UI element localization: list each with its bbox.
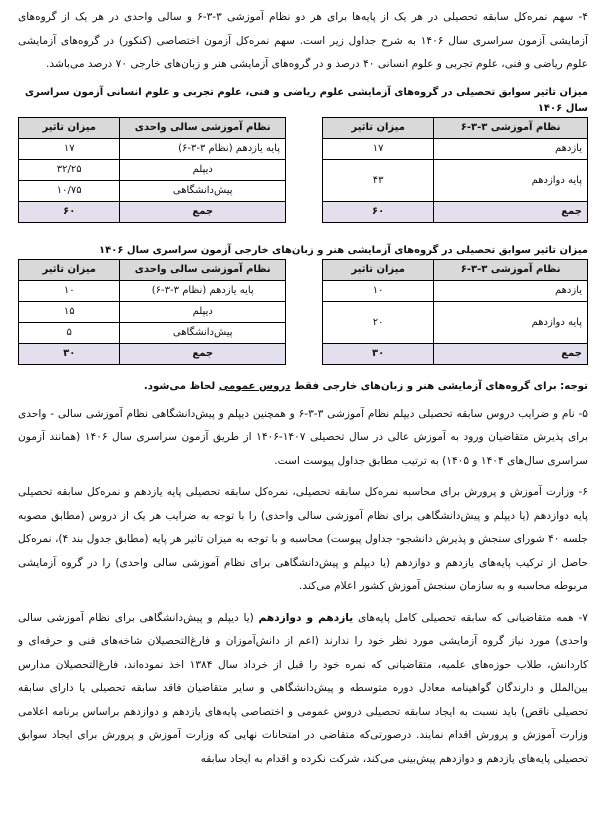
table-1-annual-system — [18, 117, 286, 223]
note-text: توجه: برای گروه‌های آزمایشی هنر و زبان‌های خارجی فقط — [290, 380, 588, 392]
paragraph-7 — [18, 607, 588, 772]
table-set-2 — [18, 259, 588, 369]
table-cell: دیپلم — [120, 301, 286, 322]
table-cell: ۲۰ — [323, 301, 434, 343]
total-value: ۶۰ — [323, 201, 434, 222]
table-set-1-title: میزان تاثیر سوابق تحصیلی در گروه‌های آزمایشی علوم ریاضی و فنی، علوم تجربی و علوم انسانی آزمون سراسری سال ۱۴۰۶ — [24, 86, 588, 114]
note-emphasis: دروس عمومی — [218, 380, 291, 392]
total-label: جمع — [120, 343, 286, 364]
table-cell: پیش‌دانشگاهی — [120, 180, 286, 201]
table-1-system-636 — [322, 117, 588, 223]
table-header: نظام آموزشی ۳-۳-۶ — [434, 259, 588, 280]
table-header: نظام آموزشی سالی واحدی — [120, 259, 286, 280]
table-cell: ۵ — [19, 322, 120, 343]
table-cell: ۴۳ — [323, 159, 434, 201]
table-2-annual-system — [18, 259, 286, 365]
total-label: جمع — [434, 201, 588, 222]
total-label: جمع — [434, 343, 588, 364]
table-header: نظام آموزشی ۳-۳-۶ — [434, 117, 588, 138]
table-header: میزان تاثیر — [323, 259, 434, 280]
table-cell: ۱۰/۷۵ — [19, 180, 120, 201]
table-cell: دیپلم — [120, 159, 286, 180]
total-label: جمع — [120, 201, 286, 222]
table-cell: پایه یازدهم (نظام ۳-۳-۶) — [120, 138, 286, 159]
table-cell: پایه یازدهم (نظام ۳-۳-۶) — [120, 280, 286, 301]
table-header: میزان تاثیر — [323, 117, 434, 138]
table-header: نظام آموزشی سالی واحدی — [120, 117, 286, 138]
note-text-end: لحاظ می‌شود. — [143, 380, 219, 392]
table-set-1 — [18, 117, 588, 227]
table-cell: ۱۷ — [19, 138, 120, 159]
table-cell: پایه دوازدهم — [434, 301, 588, 343]
table-cell: ۱۵ — [19, 301, 120, 322]
paragraph-4: ۴- سهم نمره‌کل سابقه تحصیلی در هر یک از پایه‌ها برای هر دو نظام آموزشی ۳-۳-۶ و سالی واحدی در هر یک از گروه‌های آزمایشی آزمون سراسری سال ۱۴۰۶ به شرح جداول زیر است. سهم نمره‌کل آزمون اختصاصی (کنکور) در گروه‌های آزمایشی علوم ریاضی و فنی، علوم تجربی و علوم انسانی ۴۰ درصد و در گروه‌های آزمایشی هنر و زبان‌های خارجی ۷۰ درصد می‌باشد. — [18, 11, 588, 70]
table-cell: یازدهم — [434, 138, 588, 159]
table-cell: ۱۰ — [323, 280, 434, 301]
table-2-system-636 — [322, 259, 588, 365]
table-header: میزان تاثیر — [19, 259, 120, 280]
paragraph-7-rest: (یا دیپلم و پیش‌دانشگاهی برای نظام آموزشی سالی واحدی) مورد نیاز گروه آزمایشی مورد نظر خود را ندارند (اعم از دانش‌آموزان و فارغ‌التحصیلان شاخه‌های فنی و حرفه‌ای و کاردانش، طلاب حوزه‌های علمیه، متقاضیانی که نمره خود را قبل از خرداد سال ۱۳۸۴ اخذ نموده‌اند، فارغ‌التحصیلان مدارس بین‌الملل و دارندگان گواهینامه معادل دوره متوسطه و پیش‌دانشگاهی و سایر متقاضیان فاقد سابقه تحصیلی یا دارای سابقه تحصیلی ناقص) باید نسبت به ایجاد سابقه تحصیلی دروس عمومی و اختصاصی پایه‌های یازدهم و دوازدهم براساس برنامه اعلامی وزارت آموزش و پرورش اقدام نمایند. درصورتی‌که متقاضی در امتحانات نهایی که وزارت آموزش و پرورش برای ایجاد سوابق تحصیلی پایه‌های یازدهم و دوازدهم پیش‌بینی می‌کند، شرکت نکرده و اقدام به ایجاد سابقه — [18, 611, 588, 765]
table-cell: پیش‌دانشگاهی — [120, 322, 286, 343]
paragraph-7-bold: یازدهم و دوازدهم — [258, 611, 354, 624]
note — [18, 379, 588, 395]
table-cell: ۱۰ — [19, 280, 120, 301]
paragraph-5: ۵- نام و ضرایب دروس سابقه تحصیلی دیپلم نظام آموزشی ۳-۳-۶ و همچنین دیپلم و پیش‌دانشگاهی نظام آموزشی سالی - واحدی برای پذیرش متقاضیان ورود به آموزش عالی در سال تحصیلی ۱۴۰۷-۱۴۰۶ از طریق آزمون سراسری سال ۱۴۰۶ (همانند آزمون سراسری سال‌های ۱۴۰۴ و ۱۴۰۵) به ترتیب مطابق جداول پیوست است. — [18, 407, 588, 467]
table-cell: یازدهم — [434, 280, 588, 301]
total-value: ۳۰ — [323, 343, 434, 364]
table-set-2-title: میزان تاثیر سوابق تحصیلی در گروه‌های آزمایشی هنر و زبان‌های خارجی آزمون سراسری سال ۱۴۰۶ — [99, 244, 588, 256]
table-header: میزان تاثیر — [19, 117, 120, 138]
total-value: ۶۰ — [19, 201, 120, 222]
paragraph-6: ۶- وزارت آموزش و پرورش برای محاسبه نمره‌کل سابقه تحصیلی، نمره‌کل سابقه تحصیلی پایه یازدهم و نمره‌کل سابقه تحصیلی پایه دوازدهم (یا دیپلم و پیش‌دانشگاهی برای نظام آموزشی سالی واحدی) را با توجه به ضرایب هر یک از دروس (مطابق مصوبه جلسه ۴۰ شورای سنجش و پذیرش دانشجو- جداول پیوست) محاسبه و با توجه به میزان تاثیر هر پایه (مطابق جدول بند ۴)، نمره‌کل حاصل از ترکیب پایه‌های یازدهم و دوازدهم (یا دیپلم و پیش‌دانشگاهی برای نظام آموزشی سالی واحدی) را در گروه آزمایشی مربوطه محاسبه و به سازمان سنجش آموزش کشور اعلام می‌کند. — [18, 486, 588, 592]
table-cell: ۳۲/۲۵ — [19, 159, 120, 180]
table-cell: پایه دوازدهم — [434, 159, 588, 201]
document-page — [18, 6, 588, 771]
total-value: ۳۰ — [19, 343, 120, 364]
paragraph-7-start: ۷- همه متقاضیانی که سابقه تحصیلی کامل پایه‌های — [353, 611, 588, 624]
table-cell: ۱۷ — [323, 138, 434, 159]
